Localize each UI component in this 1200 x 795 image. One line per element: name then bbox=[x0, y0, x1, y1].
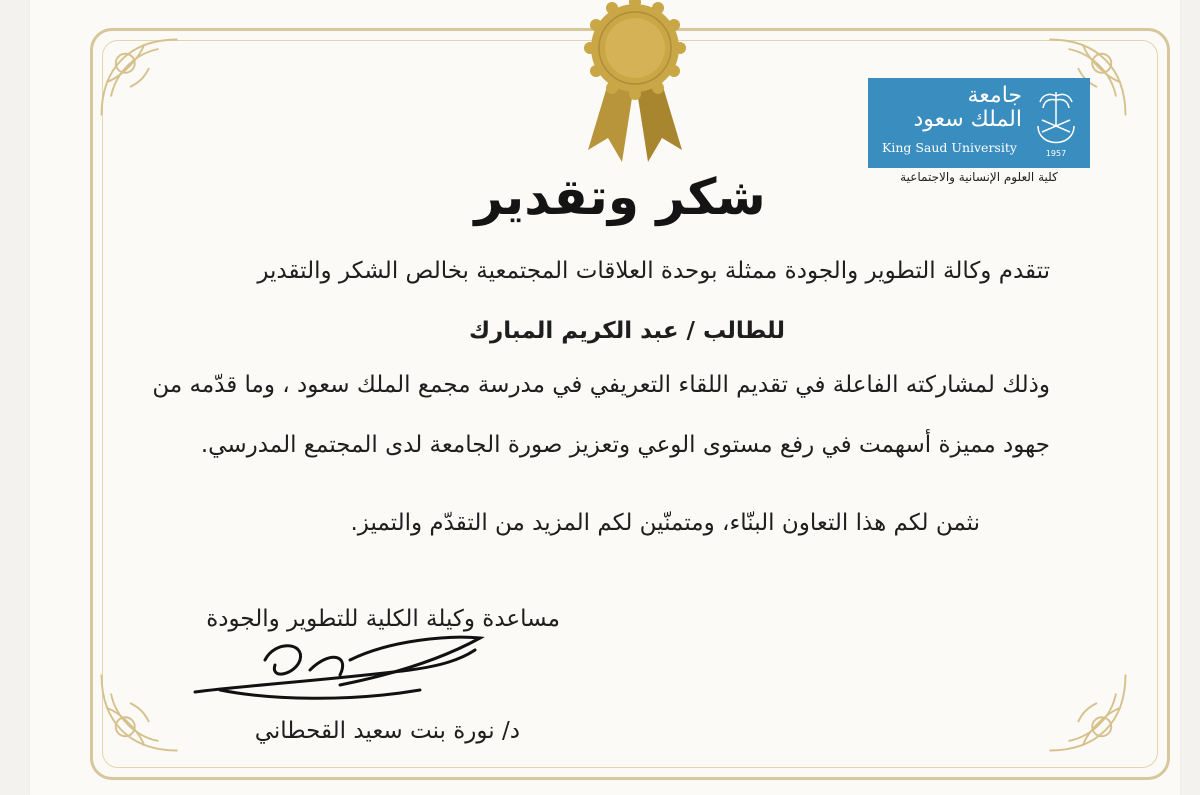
recipient-line: للطالب / عبد الكريم المبارك bbox=[468, 318, 785, 344]
logo-english-name: King Saud University bbox=[882, 140, 1017, 155]
faculty-name: كلية العلوم الإنسانية والاجتماعية bbox=[900, 170, 1058, 184]
palm-swords-emblem-icon bbox=[1030, 86, 1082, 160]
certificate-sheet bbox=[30, 0, 1180, 795]
closing-line: نثمن لكم هذا التعاون البنّاء، ومتمنّين لكم المزيد من التقدّم والتميز. bbox=[350, 510, 980, 536]
gold-seal-ribbon-icon bbox=[570, 0, 700, 170]
intro-line: تتقدم وكالة التطوير والجودة ممثلة بوحدة العلاقات المجتمعية بخالص الشكر والتقدير bbox=[257, 258, 1050, 284]
logo-arabic-name: جامعة الملك سعود bbox=[913, 83, 1022, 132]
corner-ornament-icon bbox=[92, 30, 187, 125]
corner-ornament-icon bbox=[1040, 665, 1135, 760]
signatory-name: د/ نورة بنت سعيد القحطاني bbox=[254, 718, 520, 744]
signatory-position: مساعدة وكيلة الكلية للتطوير والجودة bbox=[206, 606, 560, 632]
body-line-1: وذلك لمشاركته الفاعلة في تقديم اللقاء التعريفي في مدرسة مجمع الملك سعود ، وما قدّمه من bbox=[152, 372, 1050, 398]
handwritten-signature bbox=[190, 630, 490, 710]
certificate-title: شكر وتقدير bbox=[474, 168, 766, 226]
body-line-2: جهود مميزة أسهمت في رفع مستوى الوعي وتعزيز صورة الجامعة لدى المجتمع المدرسي. bbox=[200, 432, 1050, 458]
corner-ornament-icon bbox=[92, 665, 187, 760]
logo-year: 1957 bbox=[1045, 149, 1067, 158]
university-logo bbox=[868, 78, 1090, 168]
